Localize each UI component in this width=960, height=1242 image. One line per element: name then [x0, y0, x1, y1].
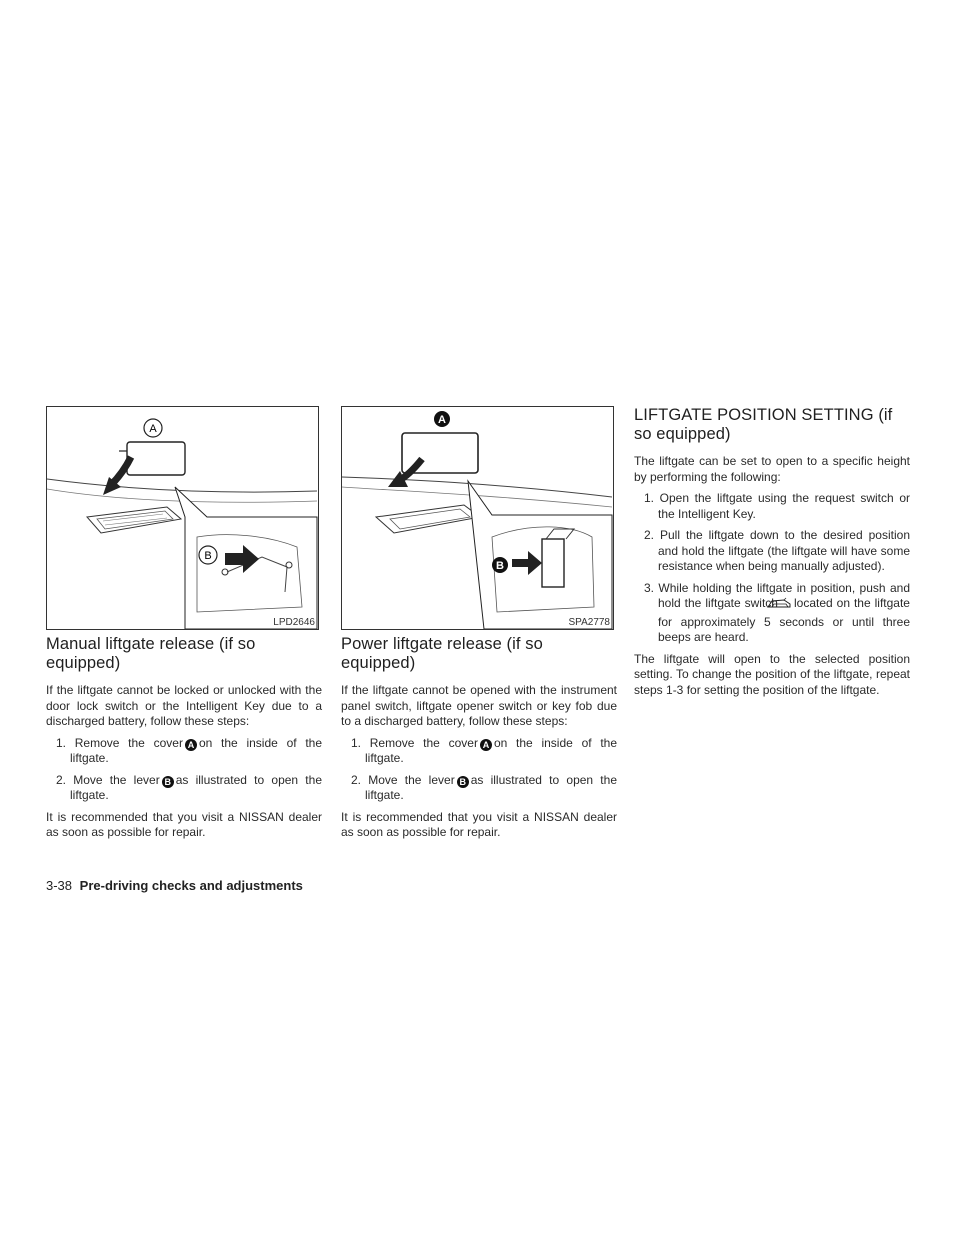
recommendation-text: It is recommended that you visit a NISSAN dealer as soon as possible for repair.	[46, 809, 322, 839]
liftgate-switch-icon	[780, 597, 792, 615]
callout-a-label: A	[438, 414, 446, 426]
callout-a-badge: A	[480, 739, 492, 751]
figure-code: SPA2778	[568, 617, 610, 628]
power-release-illustration	[342, 407, 613, 629]
figure-manual-release	[46, 406, 319, 630]
page-number: 3-38	[46, 878, 73, 893]
intro-text: If the liftgate cannot be locked or unlocked with the door lock switch or the Intelligent Key due to a discharged battery, follow these steps:	[46, 683, 322, 728]
figure-code: LPD2646	[273, 617, 315, 628]
manual-release-illustration	[47, 407, 318, 629]
callout-a-label: A	[149, 423, 157, 435]
steps-list	[46, 736, 322, 804]
step-1: 1. Open the liftgate using the request switch or the Intelligent Key.	[644, 491, 910, 521]
intro-text: If the liftgate cannot be opened with the instrument panel switch, liftgate opener switch or key fob due to a discharged battery, follow these steps:	[341, 683, 617, 728]
page-footer	[46, 878, 303, 893]
section-heading: LIFTGATE POSITION SETTING (if so equipped)	[634, 406, 893, 443]
manual-release-section	[46, 635, 322, 847]
recommendation-text: It is recommended that you visit a NISSAN dealer as soon as possible for repair.	[341, 809, 617, 839]
callout-b-label: B	[496, 560, 504, 572]
section-heading: Power liftgate release (if so equipped)	[341, 635, 543, 672]
callout-b-badge: B	[162, 776, 174, 788]
power-release-section	[341, 635, 617, 847]
callout-a-badge: A	[185, 739, 197, 751]
section-title: Pre-driving checks and adjustments	[79, 878, 303, 893]
callout-b-label: B	[204, 550, 212, 562]
step-3: 3. While holding the liftgate in position, push and hold the liftgate switch located on the liftgate for approximately 5 seconds or until three beeps are heard.	[644, 580, 910, 644]
figure-power-release	[341, 406, 614, 630]
step-1: 1. Remove the cover A on the inside of the liftgate.	[351, 735, 617, 765]
section-heading: Manual liftgate release (if so equipped)	[46, 635, 256, 672]
steps-list	[634, 491, 910, 646]
step-2: 2. Pull the liftgate down to the desired position and hold the liftgate (the liftgate will have some resistance when being manually adjusted).	[644, 528, 910, 573]
step-1: 1. Remove the cover A on the inside of the liftgate.	[56, 735, 322, 765]
steps-list	[341, 736, 617, 804]
step-2: 2. Move the lever B as illustrated to open the liftgate.	[351, 772, 617, 802]
outro-text: The liftgate will open to the selected position setting. To change the position of the liftgate, repeat steps 1-3 for setting the position of the liftgate.	[634, 651, 910, 697]
intro-text: The liftgate can be set to open to a specific height by performing the following:	[634, 454, 910, 484]
position-setting-section	[634, 406, 910, 704]
step-2: 2. Move the lever B as illustrated to open the liftgate.	[56, 772, 322, 802]
callout-b-badge: B	[457, 776, 469, 788]
